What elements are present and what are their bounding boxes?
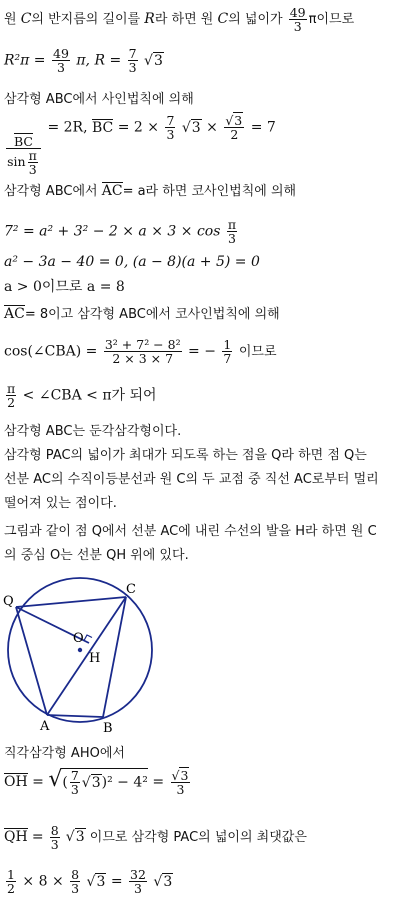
line-11: $\frac{\pi}{2}$ < ∠CBA < π가 되어 [7, 381, 157, 410]
line-5: 삼각형 ABC에서 AC= a라 하면 코사인법칙에 의해 [4, 183, 297, 199]
segment-AB [47, 715, 103, 717]
line-2: R²π = $\frac{49}{3}$ π, R = $\frac{7}{3}$ √3 [4, 46, 163, 75]
line-7: a² − 3a − 40 = 0, (a − 8)(a + 5) = 0 [4, 254, 260, 270]
label-A: A [40, 719, 50, 734]
line-1: 원 C의 반지름의 길이를 R라 하면 원 C의 넓이가 $\frac{49}{3}$ π이므로 [4, 5, 355, 34]
label-O: O [73, 631, 84, 646]
segment-QC [16, 597, 126, 607]
line-3: 삼각형 ABC에서 사인법칙에 의해 [4, 92, 194, 107]
fraction: $\frac{7}{3}$ [128, 46, 137, 75]
line-18: 직각삼각형 AHO에서 [4, 746, 125, 761]
line-13: 삼각형 PAC의 넓이가 최대가 되도록 하는 점을 Q라 하면 점 Q는 [4, 448, 367, 463]
line-4: BC sin $\frac{\pi}{3}$ = 2R, BC = 2 × $\frac{7}{3}$ √3 × $\frac{√3}{2}$ = 7 [7, 113, 276, 177]
right-angle-mark [84, 635, 92, 641]
line-8: a > 0이므로 a = 8 [4, 279, 125, 295]
line-21: $\frac{1}{2}$ × 8 × $\frac{8}{3}$ √3 = $\frac{32}{3}$ √3 [7, 867, 173, 896]
line-10: cos(∠CBA) = $\frac{\text{3² + 7² − 8²}}{2 \times 3 \times 7}$ = − $\frac{1}{7}$ 이므로 [4, 337, 277, 366]
label-H: H [89, 651, 101, 666]
label-Q: Q [3, 594, 14, 609]
var-R: R [144, 11, 155, 27]
fraction: BC sin $\frac{\pi}{3}$ [6, 135, 41, 176]
line-19: OH = √( $\frac{7}{3}$ √3)² − 4² = $\frac{√3}{3}$ [4, 767, 189, 797]
line-16: 그림과 같이 점 Q에서 선분 AC에 내린 수선의 발을 H라 하면 원 C [4, 524, 377, 539]
line-14: 선분 AC의 수직이등분선과 원 C의 두 교점 중 직선 AC로부터 멀리 [4, 472, 379, 487]
line-9: AC= 8이고 삼각형 ABC에서 코사인법칙에 의해 [4, 306, 280, 322]
line-17: 의 중심 O는 선분 QH 위에 있다. [4, 548, 189, 563]
label-C: C [126, 582, 136, 597]
center-O [78, 648, 82, 652]
geometry-figure [0, 575, 160, 735]
line-12: 삼각형 ABC는 둔각삼각형이다. [4, 424, 182, 439]
var-C: C [20, 11, 32, 27]
line-6: 7² = a² + 3² − 2 × a × 3 × cos $\frac{\pi}{3}$ [4, 217, 237, 246]
line-15: 떨어져 있는 점이다. [4, 496, 117, 511]
fraction: $\frac{49}{3}$ [53, 46, 69, 75]
sqrt: √3 [144, 52, 163, 69]
segment-QA [16, 607, 47, 715]
fraction: $\frac{49}{3}$ [289, 5, 306, 34]
label-B: B [103, 721, 113, 735]
line-20: QH = $\frac{8}{3}$ √3 이므로 삼각형 PAC의 넓이의 최댓값은 [4, 823, 307, 852]
